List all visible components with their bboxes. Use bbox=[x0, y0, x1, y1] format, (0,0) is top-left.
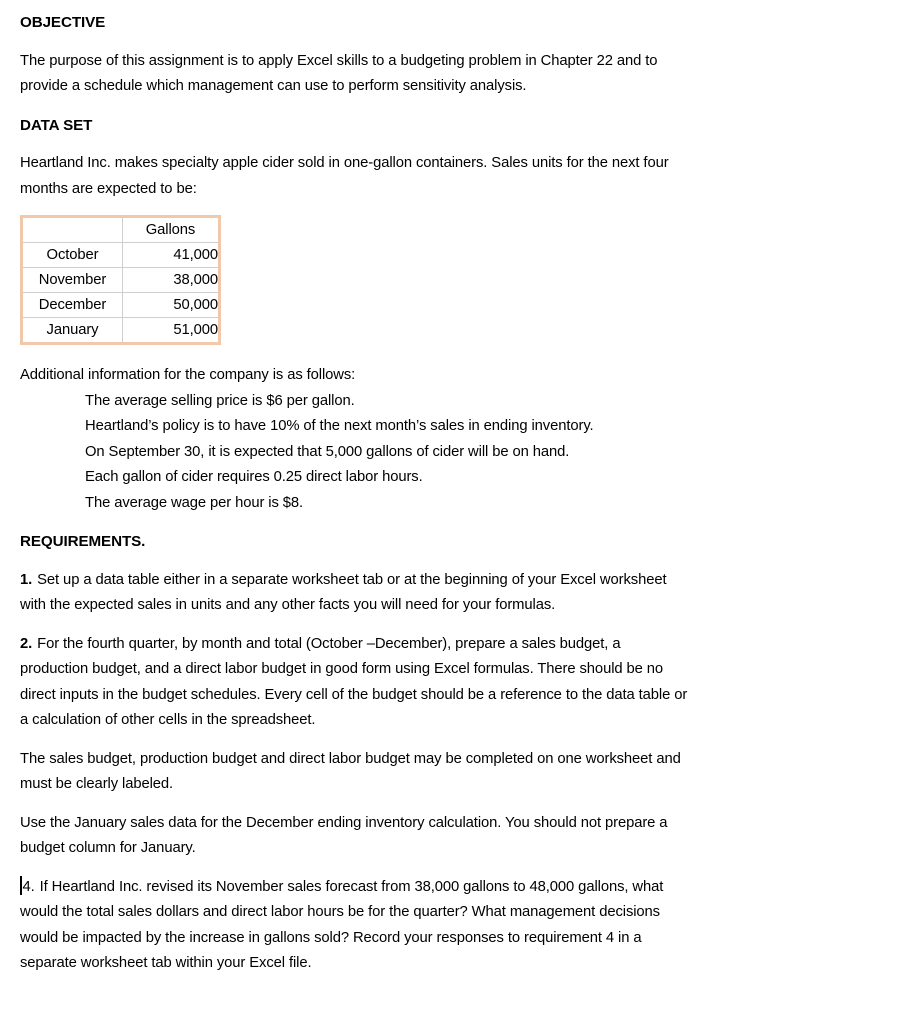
text-line: Use the January sales data for the December ending inventory calculation. You should not prepare a bbox=[20, 814, 668, 831]
text-cursor bbox=[20, 876, 22, 895]
requirements-heading: REQUIREMENTS. bbox=[20, 533, 146, 550]
text-line: Heartland Inc. makes specialty apple cider sold in one-gallon containers. Sales units for the next four bbox=[20, 155, 669, 171]
table-row-january bbox=[22, 318, 220, 344]
gallons-cell: 51,000 bbox=[123, 318, 220, 344]
additional-info-item: The average wage per hour is $8. bbox=[85, 494, 304, 511]
requirement-4 bbox=[20, 875, 880, 977]
gallons-cell: 50,000 bbox=[123, 293, 220, 318]
requirement-2 bbox=[20, 632, 880, 734]
dataset-intro-paragraph bbox=[20, 151, 880, 202]
requirement-number: 2. bbox=[20, 635, 33, 652]
requirement-text: Set up a data table either in a separate worksheet tab or at the beginning of your Excel worksheet bbox=[37, 571, 667, 588]
sales-units-table bbox=[20, 215, 221, 345]
text-line: direct inputs in the budget schedules. Every cell of the budget should be a reference to the data table or bbox=[20, 686, 688, 703]
additional-info-block bbox=[20, 363, 880, 516]
text-line: The purpose of this assignment is to apply Excel skills to a budgeting problem in Chapter 22 and to bbox=[20, 52, 658, 69]
additional-info-item: The average selling price is $6 per gallon. bbox=[85, 392, 355, 409]
additional-info-item: Heartland’s policy is to have 10% of the next month’s sales in ending inventory. bbox=[85, 418, 594, 434]
table-row-december bbox=[22, 293, 220, 318]
text-line bbox=[20, 875, 880, 901]
text-line: production budget, and a direct labor budget in good form using Excel formulas. There should be no bbox=[20, 661, 664, 677]
requirement-number: 4. bbox=[22, 878, 35, 895]
objective-paragraph bbox=[20, 49, 880, 100]
note-january bbox=[20, 811, 880, 862]
text-line: would be impacted by the increase in gallons sold? Record your responses to requirement 4 in a bbox=[20, 929, 642, 946]
requirement-number: 1. bbox=[20, 571, 33, 588]
month-cell: January bbox=[22, 318, 123, 344]
text-line: months are expected to be: bbox=[20, 180, 197, 197]
additional-info-item: Each gallon of cider requires 0.25 direct labor hours. bbox=[85, 469, 423, 485]
additional-info-item: On September 30, it is expected that 5,000 gallons of cider will be on hand. bbox=[85, 443, 570, 460]
text-line: a calculation of other cells in the spreadsheet. bbox=[20, 712, 316, 728]
gallons-column-header: Gallons bbox=[123, 217, 220, 243]
text-line: provide a schedule which management can use to perform sensitivity analysis. bbox=[20, 78, 527, 94]
note-one-worksheet bbox=[20, 747, 880, 798]
table-row-october bbox=[22, 243, 220, 268]
table-corner-cell bbox=[22, 217, 123, 243]
table-row-november bbox=[22, 268, 220, 293]
requirement-text: For the fourth quarter, by month and total (October –December), prepare a sales budget, a bbox=[37, 635, 621, 652]
text-line: with the expected sales in units and any other facts you will need for your formulas. bbox=[20, 597, 556, 613]
requirement-text: If Heartland Inc. revised its November sales forecast from 38,000 gallons to 48,000 gallons, what bbox=[39, 878, 664, 895]
text-line: would the total sales dollars and direct labor hours be for the quarter? What management decisions bbox=[20, 904, 660, 920]
text-line: must be clearly labeled. bbox=[20, 776, 174, 792]
text-line: The sales budget, production budget and direct labor budget may be completed on one worksheet and bbox=[20, 750, 681, 767]
requirement-1 bbox=[20, 568, 880, 619]
text-line: budget column for January. bbox=[20, 840, 196, 856]
table-header-row bbox=[22, 217, 220, 243]
month-cell: December bbox=[22, 293, 123, 318]
text-line bbox=[20, 632, 880, 658]
objective-heading: OBJECTIVE bbox=[20, 14, 106, 31]
dataset-heading: DATA SET bbox=[20, 116, 93, 134]
month-cell: October bbox=[22, 243, 123, 268]
gallons-cell: 41,000 bbox=[123, 243, 220, 268]
text-line: separate worksheet tab within your Excel file. bbox=[20, 955, 312, 971]
month-cell: November bbox=[22, 268, 123, 293]
gallons-cell: 38,000 bbox=[123, 268, 220, 293]
additional-info-intro: Additional information for the company is as follows: bbox=[20, 367, 356, 383]
text-line bbox=[20, 568, 880, 594]
